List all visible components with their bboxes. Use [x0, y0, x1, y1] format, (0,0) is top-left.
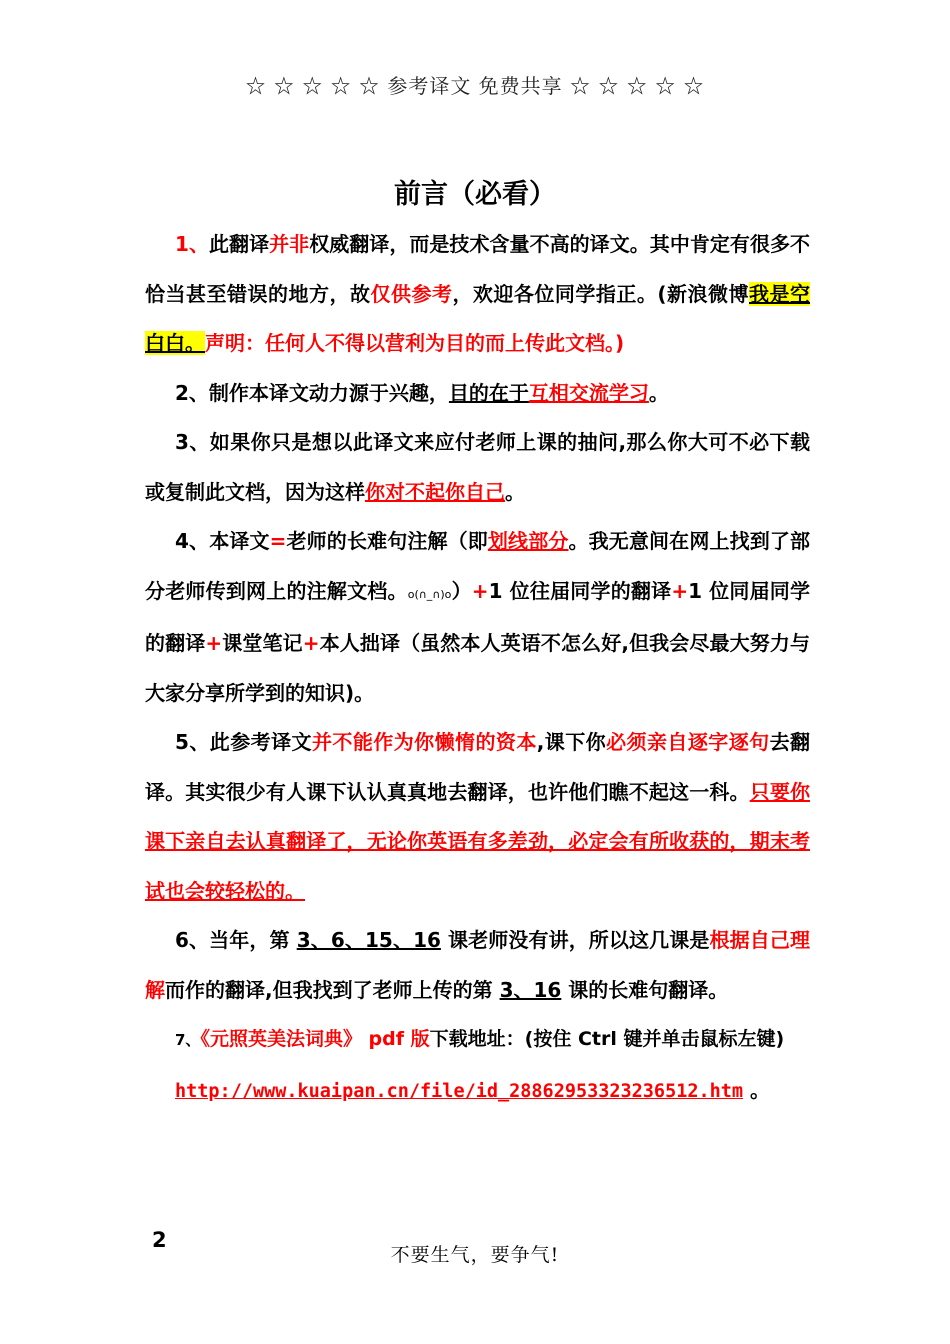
- emoticon: o(∩_∩)o: [407, 587, 452, 601]
- text: 3、如果你只是想以此译文来应付老师上课的抽问,那么你大可不必下载或复制此文档，因为这样: [145, 430, 810, 504]
- text: 老师的长难句注解（即: [286, 529, 488, 553]
- text: 。: [505, 479, 525, 504]
- text: 此翻译: [209, 232, 270, 256]
- emphasis-text: 你对不起你自己: [365, 479, 505, 504]
- text: 课的长难句翻译。: [561, 977, 729, 1002]
- text: 5、此参考译文: [175, 730, 312, 754]
- lesson-numbers: 3、6、15、16: [296, 928, 441, 952]
- text: ，欢迎各位同学指正。(新浪微博: [452, 281, 750, 306]
- page-header: ☆ ☆ ☆ ☆ ☆ 参考译文 免费共享 ☆ ☆ ☆ ☆ ☆: [245, 74, 705, 98]
- emphasis-text: 必须亲自逐字逐句: [606, 730, 770, 754]
- paragraph-3: [145, 418, 810, 517]
- emphasis-text: 划线部分: [487, 529, 569, 553]
- equals-sign: =: [269, 529, 287, 553]
- text: 课老师没有讲，所以这几课是: [440, 928, 710, 952]
- text: 1 位往届同学的翻译: [488, 578, 672, 603]
- plus-sign: +: [671, 578, 689, 603]
- document-body: [145, 220, 810, 1116]
- emphasis-text: 仅供参考: [370, 281, 453, 306]
- text: 6、当年，第: [175, 928, 297, 952]
- emphasis-text: 根据自己理解: [145, 928, 810, 1002]
- paragraph-7: [145, 1015, 810, 1066]
- url-line: [145, 1066, 810, 1117]
- weibo-handle-highlight: 我是空白白。: [145, 281, 811, 355]
- text: 1 位同届同学的翻译: [145, 578, 811, 655]
- dictionary-title: 《元照英美法词典》 pdf 版: [200, 1028, 430, 1050]
- underlined-text: 目的在于: [448, 380, 529, 405]
- download-link[interactable]: http://www.kuaipan.cn/file/id_28862953323236512.htm: [175, 1080, 744, 1102]
- emphasis-text: 只要你课下亲自去认真翻译了，无论你英语有多差劲，必定会有所收获的，期末考试也会较轻松的。: [145, 779, 810, 903]
- page-number: 2: [152, 1228, 167, 1252]
- paragraph-5: [145, 718, 810, 916]
- paragraph-2: [145, 369, 810, 419]
- emphasis-text: 并不能作为你懒惰的资本: [311, 730, 537, 754]
- paragraph-1: [145, 220, 810, 369]
- text: 去翻译。其实很少有人课下认认真真地去翻译，也许他们瞧不起这一科。: [145, 730, 811, 804]
- text: 本人拙译（虽然本人英语不怎么好,但我会尽最大努力与大家分享所学到的知识)。: [145, 631, 811, 705]
- lesson-numbers: 3、16: [499, 977, 562, 1002]
- item-number: 7、: [175, 1031, 201, 1049]
- page-title: 前言（必看）: [394, 179, 556, 210]
- plus-sign: +: [302, 631, 320, 655]
- page-footer: 不要生气，要争气!: [390, 1244, 560, 1266]
- text: 权威翻译，而是技术含量不高的译文。其中肯定有很多不恰当甚至错误的地方，故: [145, 232, 811, 306]
- text: 。我无意间在网上找到了部分老师传到网上的注解文档。: [145, 529, 811, 603]
- text: 课堂笔记: [222, 631, 303, 655]
- text: ）: [451, 578, 472, 603]
- text: 4、本译文: [175, 529, 270, 553]
- text: 。: [648, 380, 669, 405]
- paragraph-6: [145, 916, 810, 1015]
- disclaimer-text: 声明：任何人不得以营利为目的而上传此文档。): [205, 331, 625, 355]
- emphasis-text: 并非: [269, 232, 310, 256]
- text: 2、制作本译文动力源于兴趣，: [175, 380, 449, 405]
- text: ,课下你: [536, 730, 607, 754]
- item-number: 1、: [175, 232, 209, 256]
- plus-sign: +: [205, 631, 223, 655]
- plus-sign: +: [471, 578, 489, 603]
- text: 而作的翻译,但我找到了老师上传的第: [165, 977, 500, 1002]
- emphasis-text: 互相交流学习: [528, 380, 649, 405]
- text: 。: [743, 1077, 771, 1102]
- paragraph-4: [145, 517, 810, 718]
- text: 下载地址：(按住 Ctrl 键并单击鼠标左键): [429, 1028, 785, 1050]
